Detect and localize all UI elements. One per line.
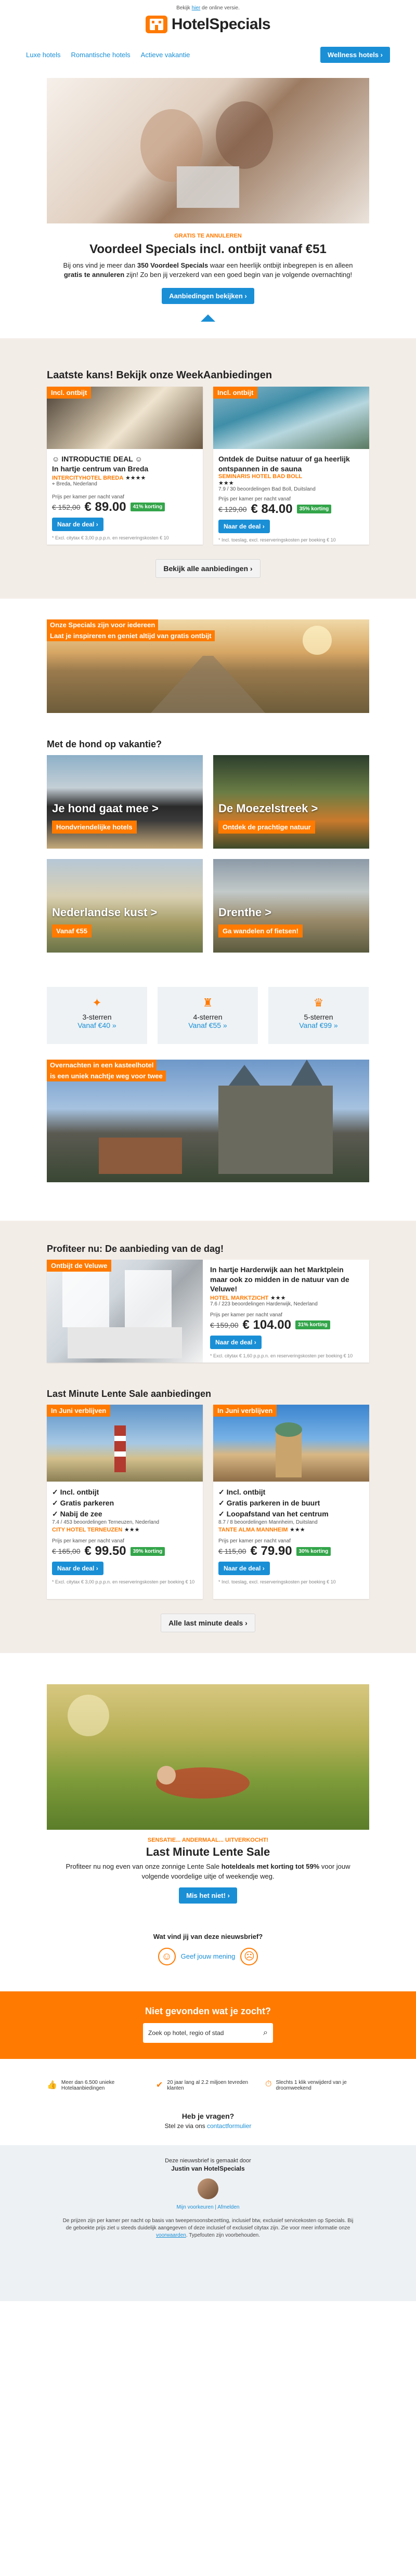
- deal-button[interactable]: Naar de deal ›: [52, 1562, 103, 1575]
- online-version-link[interactable]: hier: [191, 5, 201, 11]
- deal-button[interactable]: Naar de deal ›: [210, 1336, 262, 1349]
- hero-kicker: GRATIS TE ANNULEREN: [174, 233, 242, 239]
- old-price: € 165,00: [52, 1547, 81, 1556]
- top-nav: [26, 47, 390, 62]
- deal-photo[interactable]: [213, 1405, 369, 1482]
- search-icon[interactable]: ⌕: [263, 2028, 268, 2037]
- spring-cta-button[interactable]: Mis het niet! ›: [179, 1887, 237, 1904]
- footer-links[interactable]: Mijn voorkeuren | Afmelden: [176, 2204, 240, 2210]
- search-input[interactable]: Zoek op hotel, regio of stad: [148, 2029, 224, 2037]
- sparkle-icon: ✦: [92, 996, 102, 1010]
- pin-icon: ⌖: [52, 481, 55, 487]
- deal-of-day-section: [0, 1221, 416, 1378]
- deal-of-day-card[interactable]: Ontbijt de Veluwe In hartje Harderwijk aan het Marktplein maar ook zo midden in de natuur van de Veluwe! HOTEL MARKTZICHT ★★★ 7.6 / 223 beoordelingen Harderwijk, Nederland Prijs per kamer per nacht vanaf € 159,00 € 104.00 31% korting Naar de deal › * Excl. citytax € 1,60 p.p.p.n. en reserveringskosten per boeking € 10: [47, 1260, 369, 1363]
- road-banner-text: Onze Specials zijn voor iedereen Laat je inspireren en geniet altijd van gratis ontbijt: [47, 619, 215, 641]
- thumb-icon: 👍: [47, 2080, 57, 2090]
- old-price: € 129,00: [218, 505, 247, 513]
- location: 7.9 / 30 beoordelingen Bad Boll, Duitsland: [218, 486, 316, 492]
- deal-button[interactable]: Naar de deal ›: [52, 518, 103, 531]
- tag-icon: ✔: [156, 2080, 163, 2090]
- help-title: Heb je vragen?: [181, 2111, 235, 2120]
- logo-text: HotelSpecials: [171, 16, 271, 33]
- location: ⌖ Breda, Nederland: [52, 481, 97, 487]
- all-last-minute-button[interactable]: Alle last minute deals ›: [161, 1614, 255, 1632]
- star-category-3[interactable]: ✦ 3-sterren Vanaf €40 »: [47, 987, 147, 1044]
- castle-banner-text: Overnachten in een kasteelhotel is een uniek nachtje weg voor twee: [47, 1060, 166, 1081]
- deal-button[interactable]: Naar de deal ›: [218, 1562, 270, 1575]
- smile-icon: ☺: [52, 455, 60, 464]
- star-rating: ★★★: [124, 1527, 140, 1534]
- star-category-5[interactable]: ♛ 5-sterren Vanaf €99 »: [268, 987, 369, 1044]
- deal-card[interactable]: Incl. ontbijt Ontdek de Duitse natuur of ga heerlijk ontspannen in de sauna SEMINARIS HOTEL BAD BOLL ★★★ 7.9 / 30 beoordelingen Bad Boll, Duitsland Prijs per kamer per nacht vanaf € 129,00 € 84.00 35% korting Naar de deal › * Incl. toeslag, excl. reserveringskosten per boeking € 10: [213, 387, 369, 545]
- deal-tag: Incl. ontbijt: [213, 387, 257, 399]
- discount-badge: 35% korting: [297, 505, 332, 513]
- feedback-link[interactable]: Geef jouw mening: [180, 1952, 236, 1961]
- discount-badge: 31% korting: [295, 1320, 330, 1329]
- feedback-smile-icon: ☺: [158, 1948, 176, 1965]
- usp-item: ✔ 20 jaar lang al 2.2 miljoen tevreden klanten: [156, 2079, 249, 2091]
- all-deals-button[interactable]: Bekijk alle aanbiedingen ›: [155, 559, 260, 578]
- feature-list: ✓ Incl. ontbijt ✓ Gratis parkeren in de buurt ✓ Loopafstand van het centrum: [218, 1487, 364, 1520]
- location: 8.7 / 8 beoordelingen Mannheim, Duitsland: [218, 1520, 318, 1526]
- deal-card[interactable]: In Juni verblijven ✓ Incl. ontbijt ✓ Gratis parkeren in de buurt ✓ Loopafstand van het centrum 8.7 / 8 beoordelingen Mannheim, Duitsland TANTE ALMA MANNHEIM ★★★ Prijs per kamer per nacht vanaf € 115,00 € 79.90 30% korting Naar de deal › * Incl. toeslag, excl. reserveringskosten per boeking € 10: [213, 1405, 369, 1599]
- location: 7.6 / 223 beoordelingen Harderwijk, Nederland: [210, 1301, 318, 1307]
- hero-arrow-icon: [201, 314, 215, 322]
- new-price: € 99.50: [84, 1544, 126, 1558]
- spring-body: Profiteer nu nog even van onze zonnige Lente Sale hoteldeals met korting tot 59% voor jouw volgende voordelige uitje of weekendje weg.: [66, 1862, 350, 1880]
- old-price: € 115,00: [218, 1547, 246, 1556]
- deal-headline: In hartje Harderwijk aan het Marktplein maar ook zo midden in de natuur van de Veluwe!: [210, 1265, 349, 1293]
- star-rating: ★★★: [270, 1294, 286, 1301]
- contact-form-link[interactable]: contactformulier: [207, 2122, 252, 2130]
- logo[interactable]: [0, 11, 416, 37]
- dog-tile[interactable]: De Moezelstreek > Ontdek de prachtige natuur: [213, 755, 369, 849]
- hero-cta-button[interactable]: Aanbiedingen bekijken ›: [162, 288, 254, 304]
- star-category-4[interactable]: ♜ 4-sterren Vanaf €55 »: [158, 987, 258, 1044]
- old-price: € 159,00: [210, 1320, 239, 1329]
- terms-link[interactable]: voorwaarden: [156, 2232, 186, 2238]
- star-rating: ★★★: [218, 480, 234, 486]
- castle-banner[interactable]: [47, 1060, 369, 1182]
- feedback-frown-icon: ☹: [240, 1948, 258, 1965]
- dog-section-title: Met de hond op vakantie?: [47, 739, 162, 750]
- deal-tag: In Juni verblijven: [47, 1405, 110, 1417]
- feature-list: ✓ Incl. ontbijt ✓ Gratis parkeren ✓ Nabij de zee: [52, 1487, 198, 1520]
- logo-icon: [146, 16, 167, 33]
- deal-photo[interactable]: [213, 387, 369, 449]
- dog-tile[interactable]: Nederlandse kust > Vanaf €55: [47, 859, 203, 953]
- deal-photo[interactable]: [47, 1260, 203, 1363]
- bell-icon: ♜: [202, 996, 213, 1010]
- preheader: Bekijk hier de online versie.: [176, 5, 240, 11]
- spring-title: Last Minute Lente Sale: [146, 1845, 270, 1859]
- dog-tile[interactable]: Je hond gaat mee > Hondvriendelijke hotels: [47, 755, 203, 849]
- road-banner[interactable]: [47, 619, 369, 713]
- nav-link-romantisch[interactable]: Romantische hotels: [71, 50, 131, 59]
- clock-icon: ⏱: [265, 2079, 272, 2089]
- deal-button[interactable]: Naar de deal ›: [218, 520, 270, 533]
- nav-link-actief[interactable]: Actieve vakantie: [140, 50, 190, 59]
- discount-badge: 30% korting: [296, 1547, 331, 1556]
- hero-image[interactable]: [47, 78, 369, 223]
- deal-card[interactable]: In Juni verblijven ✓ Incl. ontbijt ✓ Gratis parkeren ✓ Nabij de zee 7.4 / 453 beoordelingen Terneuzen, Nederland CITY HOTEL TERNEUZEN ★★★ Prijs per kamer per nacht vanaf € 165,00 € 99.50 39% korting Naar de deal › * Excl. citytax € 3,00 p.p.p.n. en reserveringskosten per boeking € 10: [47, 1405, 203, 1599]
- deal-headline: Ontdek de Duitse natuur of ga heerlijk ontspannen in de sauna: [218, 455, 350, 473]
- footer: Deze nieuwsbrief is gemaakt door Justin van HotelSpecials Mijn voorkeuren | Afmelden De prijzen zijn per kamer per nacht op basis van tweepersoonsbezetting, inclusief btw, exclusief servicekosten op Specials. Bij de geboekte prijs ziet u steeds duidelijk aangegeven of deze inclusief of exclusief citytax zijn. Zie voor meer informatie onze voorwaarden. Typefouten zijn voorbehouden.: [0, 2145, 416, 2301]
- spring-kicker: SENSATIE... ANDERMAAL... UITVERKOCHT!: [147, 1837, 269, 1844]
- dog-tile[interactable]: Drenthe > Ga wandelen of fietsen!: [213, 859, 369, 953]
- spring-sale-image[interactable]: [47, 1684, 369, 1830]
- deal-photo[interactable]: [47, 387, 203, 449]
- legal-text: De prijzen zijn per kamer per nacht op basis van tweepersoonsbezetting, inclusief btw, exclusief servicekosten op Specials. Bij de geboekte prijs ziet u steeds duidelijk aangegeven of deze inclusief of exclusief citytax zijn. Zie voor meer informatie onze voorwaarden. Typefouten zijn voorbehouden.: [62, 2217, 354, 2238]
- wellness-button[interactable]: Wellness hotels ›: [320, 47, 390, 63]
- deal-tag: Ontbijt de Veluwe: [47, 1260, 111, 1272]
- feedback-block: Wat vind jij van deze nieuwsbrief? ☺ Geef jouw mening ☹: [0, 1933, 416, 1965]
- old-price: € 152,00: [52, 503, 81, 511]
- deal-of-day-title: Profiteer nu: De aanbieding van de dag!: [47, 1244, 224, 1254]
- location: 7.4 / 453 beoordelingen Terneuzen, Nederland: [52, 1520, 160, 1526]
- usp-item: 👍 Meer dan 6.500 unieke Hotelaanbiedingen: [47, 2079, 115, 2091]
- discount-badge: 41% korting: [131, 503, 165, 511]
- discount-badge: 39% korting: [131, 1547, 165, 1556]
- deal-card[interactable]: Incl. ontbijt ☺ INTRODUCTIE DEAL ☺ In hartje centrum van Breda INTERCITYHOTEL BREDA ★★★★ ⌖ Breda, Nederland Prijs per kamer per nacht vanaf € 152,00 € 89.00 41% korting Naar de deal › * Excl. citytax € 3,00 p.p.p.n. en reserveringskosten € 10: [47, 387, 203, 545]
- avatar: [198, 2178, 218, 2199]
- week-deals-section: [0, 338, 416, 599]
- search-band: Niet gevonden wat je zocht? Zoek op hotel, regio of stad ⌕: [0, 1991, 416, 2059]
- hero-body: Bij ons vind je meer dan 350 Voordeel Specials waar een heerlijk ontbijt inbegrepen is en alleen gratis te annuleren zijn! Zo ben jij verzekerd van een goed begin van je volgende overnachting!: [63, 261, 353, 279]
- last-minute-title: Last Minute Lente Sale aanbiedingen: [47, 1389, 212, 1399]
- smile-icon: ☺: [135, 455, 142, 464]
- search-box[interactable]: [143, 2023, 273, 2043]
- hero-title: Voordeel Specials incl. ontbijt vanaf €51: [89, 242, 327, 256]
- deal-tag: Incl. ontbijt: [47, 387, 91, 399]
- star-rating: ★★★: [290, 1527, 305, 1534]
- usp-item: ⏱ Slechts 1 klik verwijderd van je droomweekend: [265, 2079, 347, 2091]
- week-deals-title: Laatste kans! Bekijk onze WeekAanbiedingen: [47, 369, 272, 381]
- new-price: € 84.00: [251, 501, 293, 516]
- last-minute-section: [0, 1378, 416, 1653]
- new-price: € 89.00: [84, 499, 126, 514]
- deal-tag: In Juni verblijven: [213, 1405, 277, 1417]
- star-rating: ★★★★: [125, 474, 146, 481]
- new-price: € 79.90: [250, 1544, 292, 1558]
- deal-photo[interactable]: [47, 1405, 203, 1482]
- nav-link-luxe[interactable]: Luxe hotels: [26, 50, 61, 59]
- new-price: € 104.00: [242, 1317, 291, 1332]
- crown-icon: ♛: [313, 996, 324, 1010]
